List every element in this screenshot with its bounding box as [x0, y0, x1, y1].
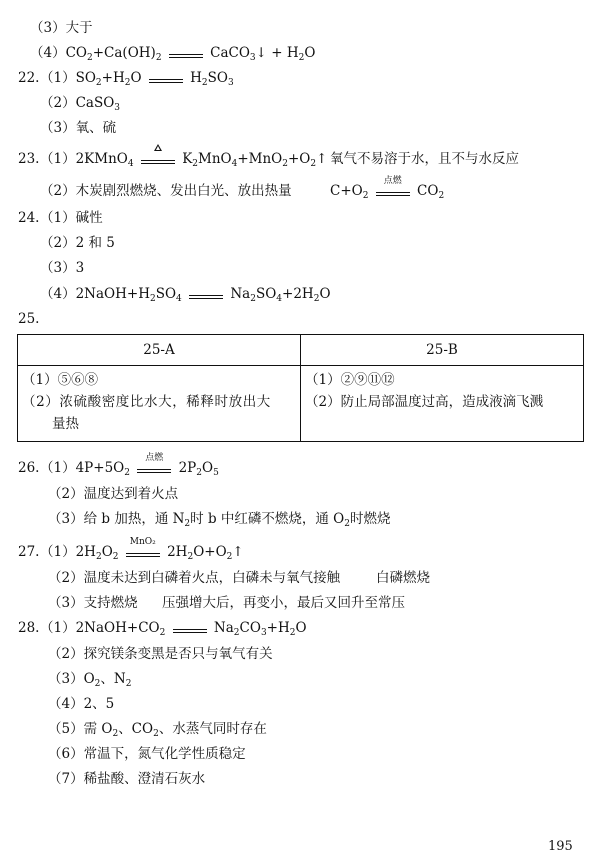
eq-text: ↓ + H [255, 45, 299, 61]
table-header-a: 25-A [18, 335, 301, 366]
eq-text: O [201, 460, 214, 476]
subscript: 2 [112, 729, 119, 739]
equation-line [330, 175, 445, 205]
eq-text: （1）2KMnO [40, 151, 128, 167]
answer-line: （2）温度未达到白磷着火点，白磷未与氧气接触 [48, 570, 341, 586]
question-number: 28. [18, 620, 40, 636]
answer-text: （5）需 O [48, 721, 113, 737]
subscript: 3 [260, 628, 267, 638]
answer-line: 压强增大后，再变小，最后又回升至常压 [162, 595, 405, 611]
subscript: 2 [226, 552, 233, 562]
equals-sign [173, 620, 207, 638]
subscript: 2 [362, 191, 369, 201]
subscript: 2 [95, 552, 102, 562]
subscript: 2 [344, 519, 350, 529]
answer-line: （4）2、5 [48, 696, 115, 712]
equation-line [40, 452, 219, 482]
eq-text: CO [239, 620, 261, 636]
answer-line: （3）3 [40, 260, 85, 276]
cell-answer-continued: 量热 [52, 416, 79, 432]
equals-sign [169, 45, 203, 63]
eq-text: Na [213, 620, 234, 636]
eq-text: +H [101, 70, 125, 86]
subscript: 2 [149, 294, 156, 304]
table-cell-b [301, 366, 584, 442]
subscript: 2 [87, 53, 93, 63]
eq-text: O [295, 620, 307, 636]
answer-text: 、CO [118, 721, 154, 737]
answer-line [40, 94, 120, 117]
equation-line [40, 536, 244, 566]
subscript: 2 [94, 679, 101, 689]
subscript: 2 [112, 552, 119, 562]
eq-text: CaCO [210, 45, 250, 61]
answer-line [48, 720, 267, 743]
eq-text: SO [255, 286, 277, 302]
cell-answer: （2）防止局部温度过高，造成液滴飞溅 [305, 394, 544, 410]
cell-answer: （2）浓硫酸密度比水大，稀释时放出大 [22, 394, 271, 410]
subscript: 2 [95, 78, 102, 88]
subscript: 2 [310, 159, 317, 169]
subscript: 2 [153, 729, 159, 739]
eq-text: +2H [282, 286, 314, 302]
eq-text: ↑ [316, 151, 328, 167]
answer-line: （2）木炭剧烈燃烧、发出白光、放出热量 [40, 183, 292, 199]
answer-line [30, 19, 93, 37]
answer-text: （3）大于 [30, 20, 93, 36]
answer-line: （7）稀盐酸、澄清石灰水 [48, 771, 206, 787]
subscript: 2 [298, 53, 305, 63]
question-number: 25. [18, 311, 40, 327]
eq-text: SO [155, 286, 177, 302]
subscript: 2 [159, 628, 166, 638]
subscript: 2 [233, 628, 240, 638]
eq-text: O [304, 45, 316, 61]
eq-text: +Ca(OH) [92, 45, 156, 61]
answer-text: 、N [100, 671, 126, 687]
equation-line [40, 150, 327, 173]
heat-triangle-icon [154, 144, 162, 151]
subscript: 2 [282, 159, 288, 169]
eq-text: 2H [167, 544, 188, 560]
subscript: 2 [313, 294, 320, 304]
subscript: 2 [438, 191, 445, 201]
eq-text: （1）4P+5O [40, 460, 125, 476]
eq-text: K [182, 151, 193, 167]
subscript: 4 [176, 294, 182, 304]
subscript: 2 [125, 679, 132, 689]
eq-text: ↑ [232, 544, 244, 560]
eq-text: （1）2H [40, 544, 96, 560]
subscript: 2 [201, 78, 208, 88]
question-number: 26. [18, 460, 40, 476]
catalyst-arrow [126, 536, 160, 562]
subscript: 5 [213, 468, 219, 478]
subscript: 2 [196, 468, 202, 478]
page-number: 195 [548, 839, 573, 854]
question-number: 23. [18, 151, 40, 167]
eq-text: C+O [330, 183, 363, 199]
eq-text: O [319, 286, 331, 302]
question-number: 24. [18, 210, 40, 226]
eq-text: +H [266, 620, 290, 636]
eq-text: SO [207, 70, 228, 86]
answer-line [40, 119, 116, 137]
answer-line: （3）支持燃烧 [48, 595, 138, 611]
answer-line: 白磷燃烧 [376, 570, 430, 586]
subscript: 2 [184, 519, 191, 529]
eq-text: O [130, 70, 142, 86]
eq-text: MnO [198, 151, 232, 167]
reaction-condition: 点燃 [383, 175, 402, 186]
question-number: 22. [18, 70, 40, 86]
answer-note: 氧气不易溶于水，且不与水反应 [330, 151, 519, 167]
answer-line [48, 670, 131, 693]
equals-sign [149, 70, 183, 88]
eq-text: CO [417, 183, 439, 199]
answer-text: （3）给 b 加热，通 N [48, 511, 185, 527]
eq-text: （4）CO [30, 45, 87, 61]
question-number: 27. [18, 544, 40, 560]
equals-sign [189, 286, 223, 304]
cell-answer: （1）②⑨⑪⑫ [305, 372, 395, 388]
eq-text: （1）2NaOH+CO [40, 620, 160, 636]
eq-text: +MnO [237, 151, 283, 167]
answer-line: （2）温度达到着火点 [48, 486, 179, 502]
answer-table-25 [17, 334, 584, 442]
answer-text: 、水蒸气同时存在 [158, 721, 267, 737]
subscript: 3 [249, 53, 256, 63]
cell-answer: （1）⑤⑥⑧ [22, 372, 99, 388]
answer-text: 时 b 中红磷不燃烧，通 O [190, 511, 345, 527]
eq-text: +O [287, 151, 311, 167]
condition-arrow [376, 175, 410, 201]
subscript: 4 [127, 159, 134, 169]
eq-text: 2P [178, 460, 197, 476]
eq-text: （1）SO [40, 70, 96, 86]
answer-line: （2）2 和 5 [40, 235, 115, 251]
answer-line [48, 510, 390, 533]
condition-arrow [137, 452, 171, 478]
subscript: 2 [124, 78, 131, 88]
heat-arrow [141, 151, 175, 169]
answer-text: 时燃烧 [349, 511, 391, 527]
reaction-condition: 点燃 [145, 452, 164, 463]
answer-line: （6）常温下，氮气化学性质稳定 [48, 746, 246, 762]
table-header-b: 25-B [301, 335, 584, 366]
subscript: 2 [155, 53, 162, 63]
subscript: 4 [231, 159, 238, 169]
subscript: 2 [124, 468, 130, 478]
subscript: 2 [192, 159, 199, 169]
subscript: 4 [276, 294, 283, 304]
subscript: 2 [289, 628, 296, 638]
equation-line [40, 285, 331, 308]
subscript: 2 [250, 294, 256, 304]
reaction-condition: MnO₂ [129, 536, 156, 547]
eq-text: O [101, 544, 113, 560]
subscript: 2 [187, 552, 194, 562]
equation-line [40, 619, 307, 642]
eq-text: （4）2NaOH+H [40, 286, 150, 302]
equation-line [40, 69, 234, 92]
answer-line: （1）碱性 [40, 210, 103, 226]
answer-text: （3）O [48, 671, 95, 687]
table-cell-a [18, 366, 301, 442]
subscript: 3 [114, 103, 121, 113]
subscript: 3 [227, 78, 234, 88]
answer-text: （3）氧、硫 [40, 120, 117, 136]
equation-line [30, 44, 315, 67]
eq-text: Na [230, 286, 251, 302]
eq-text: H [190, 70, 202, 86]
eq-text: O+O [193, 544, 227, 560]
answer-text: （2）CaSO [40, 95, 115, 111]
answer-line: （2）探究镁条变黑是否只与氧气有关 [48, 646, 273, 662]
